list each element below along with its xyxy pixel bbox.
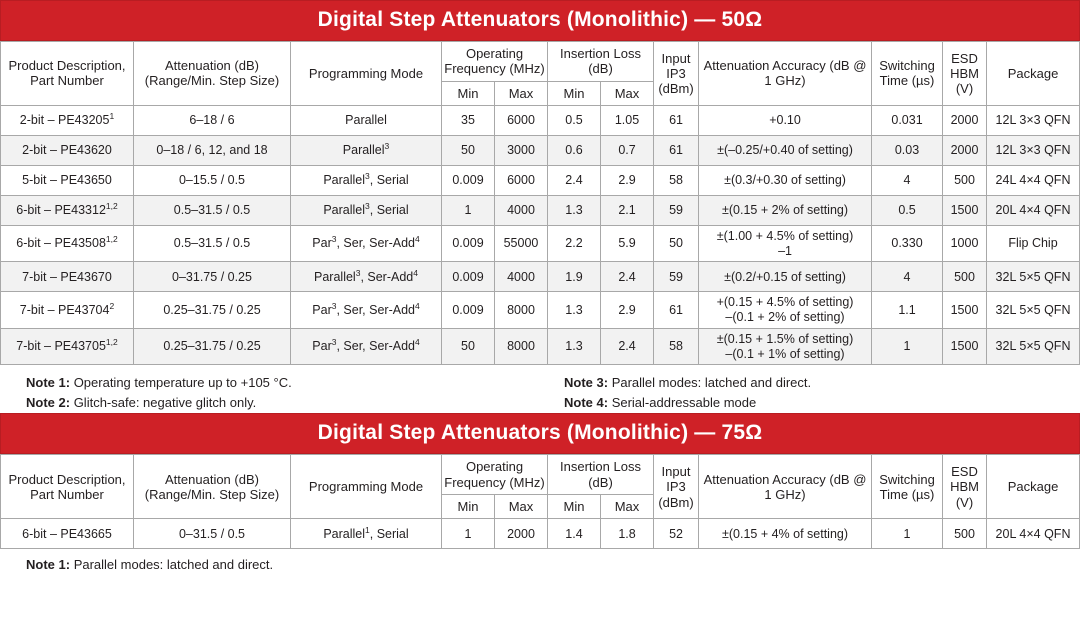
cell-esd: 500 bbox=[943, 165, 987, 195]
cell-freq-max: 8000 bbox=[495, 292, 548, 329]
cell-il-min: 0.5 bbox=[548, 105, 601, 135]
cell-switching: 0.330 bbox=[872, 225, 943, 262]
cell-il-max: 1.05 bbox=[601, 105, 654, 135]
cell-switching: 1 bbox=[872, 328, 943, 365]
cell-programming: Parallel$^3$, Serial bbox=[291, 165, 442, 195]
cell-esd: 500 bbox=[943, 519, 987, 549]
cell-il-min: 1.4 bbox=[548, 519, 601, 549]
header-product: Product Description, Part Number bbox=[1, 42, 134, 106]
header-il-max: Max bbox=[601, 81, 654, 105]
cell-freq-min: 1 bbox=[442, 519, 495, 549]
note-1 bbox=[26, 375, 292, 390]
cell-accuracy: ±(1.00 + 4.5% of setting) –1 bbox=[699, 225, 872, 262]
cell-package: 32L 5×5 QFN bbox=[987, 328, 1080, 365]
footnote-marker: 3 bbox=[365, 170, 370, 181]
cell-attenuation: 0–31.5 / 0.5 bbox=[134, 519, 291, 549]
table-row bbox=[1, 225, 1080, 262]
cell-accuracy: ±(0.15 + 1.5% of setting) –(0.1 + 1% of setting) bbox=[699, 328, 872, 365]
table-row bbox=[1, 519, 1080, 549]
note-4-text: Serial-addressable mode bbox=[611, 395, 757, 411]
table-50ohm-title: Digital Step Attenuators (Monolithic) — 50Ω bbox=[0, 0, 1080, 41]
cell-il-min: 1.3 bbox=[548, 292, 601, 329]
table-50ohm bbox=[0, 41, 1080, 365]
footnote-marker: 4 bbox=[414, 337, 420, 348]
table-row bbox=[1, 165, 1080, 195]
cell-accuracy: ±(–0.25/+0.40 of setting) bbox=[699, 135, 872, 165]
footnote-marker: 3 bbox=[384, 140, 390, 151]
header-package: Package bbox=[987, 455, 1080, 519]
cell-product: 6-bit – PE43312$^{1,2}$ bbox=[1, 195, 134, 225]
cell-product: 2-bit – PE43205$^1$ bbox=[1, 105, 134, 135]
header-esd-hbm: ESD HBM (V) bbox=[943, 42, 987, 106]
cell-attenuation: 0–15.5 / 0.5 bbox=[134, 165, 291, 195]
cell-programming: Parallel$^3$ bbox=[291, 135, 442, 165]
cell-esd: 2000 bbox=[943, 105, 987, 135]
header-attenuation-accuracy: Attenuation Accuracy (dB @ 1 GHz) bbox=[699, 42, 872, 106]
cell-package: 32L 5×5 QFN bbox=[987, 262, 1080, 292]
table-75ohm bbox=[0, 454, 1080, 549]
cell-switching: 0.03 bbox=[872, 135, 943, 165]
footnote-marker: 3 bbox=[331, 337, 337, 348]
cell-freq-max: 3000 bbox=[495, 135, 548, 165]
cell-product: 5-bit – PE43650 bbox=[1, 165, 134, 195]
note-2-label: Note 2: bbox=[26, 395, 71, 411]
cell-freq-min: 0.009 bbox=[442, 292, 495, 329]
header-product: Product Description, Part Number bbox=[1, 455, 134, 519]
cell-product: 7-bit – PE43705$^{1,2}$ bbox=[1, 328, 134, 365]
cell-ip3: 61 bbox=[654, 135, 699, 165]
header-switching-time: Switching Time (µs) bbox=[872, 42, 943, 106]
note-2-text: Glitch-safe: negative glitch only. bbox=[73, 395, 257, 411]
header-attenuation: Attenuation (dB) (Range/Min. Step Size) bbox=[134, 455, 291, 519]
cell-switching: 0.5 bbox=[872, 195, 943, 225]
cell-il-max: 1.8 bbox=[601, 519, 654, 549]
note-4-label: Note 4: bbox=[564, 395, 609, 411]
note-1-text: Operating temperature up to +105 °C. bbox=[73, 375, 292, 391]
cell-switching: 0.031 bbox=[872, 105, 943, 135]
cell-ip3: 59 bbox=[654, 262, 699, 292]
cell-switching: 1.1 bbox=[872, 292, 943, 329]
cell-programming: Parallel bbox=[291, 105, 442, 135]
cell-accuracy: +0.10 bbox=[699, 105, 872, 135]
cell-freq-max: 55000 bbox=[495, 225, 548, 262]
cell-freq-min: 35 bbox=[442, 105, 495, 135]
header-insertion-loss: Insertion Loss (dB) bbox=[548, 42, 654, 82]
table-50ohm-header bbox=[1, 42, 1080, 106]
cell-il-max: 0.7 bbox=[601, 135, 654, 165]
header-programming-mode: Programming Mode bbox=[291, 42, 442, 106]
cell-accuracy: ±(0.2/+0.15 of setting) bbox=[699, 262, 872, 292]
cell-package: 24L 4×4 QFN bbox=[987, 165, 1080, 195]
cell-programming: Par$^3$, Ser, Ser-Add$^4$ bbox=[291, 225, 442, 262]
table-row bbox=[1, 328, 1080, 365]
header-attenuation-accuracy: Attenuation Accuracy (dB @ 1 GHz) bbox=[699, 455, 872, 519]
footnote-marker: 4 bbox=[414, 234, 420, 245]
cell-freq-min: 1 bbox=[442, 195, 495, 225]
cell-switching: 4 bbox=[872, 165, 943, 195]
footnote-marker: 3 bbox=[331, 234, 337, 245]
cell-package: 20L 4×4 QFN bbox=[987, 519, 1080, 549]
cell-esd: 1000 bbox=[943, 225, 987, 262]
table-50ohm-body bbox=[1, 105, 1080, 365]
cell-ip3: 58 bbox=[654, 328, 699, 365]
table-row bbox=[1, 292, 1080, 329]
cell-il-min: 2.4 bbox=[548, 165, 601, 195]
cell-freq-min: 0.009 bbox=[442, 225, 495, 262]
header-freq-max: Max bbox=[495, 495, 548, 519]
cell-freq-max: 4000 bbox=[495, 262, 548, 292]
cell-esd: 1500 bbox=[943, 328, 987, 365]
cell-il-max: 2.4 bbox=[601, 328, 654, 365]
cell-accuracy: ±(0.15 + 4% of setting) bbox=[699, 519, 872, 549]
cell-esd: 1500 bbox=[943, 195, 987, 225]
cell-freq-min: 50 bbox=[442, 135, 495, 165]
cell-ip3: 61 bbox=[654, 292, 699, 329]
header-il-max: Max bbox=[601, 495, 654, 519]
cell-package: 12L 3×3 QFN bbox=[987, 105, 1080, 135]
cell-product: 2-bit – PE43620 bbox=[1, 135, 134, 165]
cell-il-max: 5.9 bbox=[601, 225, 654, 262]
cell-il-min: 1.3 bbox=[548, 328, 601, 365]
note-3-text: Parallel modes: latched and direct. bbox=[611, 375, 812, 391]
cell-product: 7-bit – PE43670 bbox=[1, 262, 134, 292]
cell-freq-max: 6000 bbox=[495, 105, 548, 135]
cell-attenuation: 0.25–31.75 / 0.25 bbox=[134, 292, 291, 329]
header-package: Package bbox=[987, 42, 1080, 106]
cell-accuracy: ±(0.3/+0.30 of setting) bbox=[699, 165, 872, 195]
table-row bbox=[1, 105, 1080, 135]
cell-freq-min: 0.009 bbox=[442, 262, 495, 292]
cell-freq-min: 0.009 bbox=[442, 165, 495, 195]
footnote-marker: 1,2 bbox=[105, 200, 118, 211]
cell-ip3: 50 bbox=[654, 225, 699, 262]
cell-il-min: 1.9 bbox=[548, 262, 601, 292]
cell-ip3: 52 bbox=[654, 519, 699, 549]
header-il-min: Min bbox=[548, 81, 601, 105]
cell-accuracy: ±(0.15 + 2% of setting) bbox=[699, 195, 872, 225]
cell-attenuation: 6–18 / 6 bbox=[134, 105, 291, 135]
cell-programming: Parallel$^3$, Serial bbox=[291, 195, 442, 225]
header-insertion-loss: Insertion Loss (dB) bbox=[548, 455, 654, 495]
cell-ip3: 59 bbox=[654, 195, 699, 225]
cell-attenuation: 0–18 / 6, 12, and 18 bbox=[134, 135, 291, 165]
table-75ohm-header bbox=[1, 455, 1080, 519]
cell-programming: Parallel$^3$, Ser-Add$^4$ bbox=[291, 262, 442, 292]
cell-package: Flip Chip bbox=[987, 225, 1080, 262]
cell-switching: 4 bbox=[872, 262, 943, 292]
note-1-label: Note 1: bbox=[26, 557, 71, 573]
cell-programming: Par$^3$, Ser, Ser-Add$^4$ bbox=[291, 292, 442, 329]
header-il-min: Min bbox=[548, 495, 601, 519]
cell-product: 6-bit – PE43508$^{1,2}$ bbox=[1, 225, 134, 262]
footnote-marker: 3 bbox=[365, 200, 370, 211]
footnote-marker: 1 bbox=[365, 524, 370, 535]
cell-ip3: 61 bbox=[654, 105, 699, 135]
footnote-marker: 1 bbox=[109, 110, 115, 121]
header-freq-min: Min bbox=[442, 495, 495, 519]
table-75ohm-notes bbox=[0, 549, 1080, 572]
cell-il-min: 0.6 bbox=[548, 135, 601, 165]
note-3-label: Note 3: bbox=[564, 375, 609, 391]
table-75ohm-body bbox=[1, 519, 1080, 549]
cell-attenuation: 0.25–31.75 / 0.25 bbox=[134, 328, 291, 365]
cell-attenuation: 0.5–31.5 / 0.5 bbox=[134, 195, 291, 225]
cell-freq-min: 50 bbox=[442, 328, 495, 365]
note-1-label: Note 1: bbox=[26, 375, 71, 391]
cell-freq-max: 4000 bbox=[495, 195, 548, 225]
footnote-marker: 3 bbox=[331, 300, 337, 311]
cell-il-max: 2.4 bbox=[601, 262, 654, 292]
cell-il-max: 2.9 bbox=[601, 165, 654, 195]
header-input-ip3: Input IP3 (dBm) bbox=[654, 455, 699, 519]
cell-ip3: 58 bbox=[654, 165, 699, 195]
cell-esd: 500 bbox=[943, 262, 987, 292]
cell-attenuation: 0.5–31.5 / 0.5 bbox=[134, 225, 291, 262]
header-operating-frequency: Operating Frequency (MHz) bbox=[442, 455, 548, 495]
note-4 bbox=[564, 395, 756, 410]
header-freq-min: Min bbox=[442, 81, 495, 105]
header-switching-time: Switching Time (µs) bbox=[872, 455, 943, 519]
cell-freq-max: 6000 bbox=[495, 165, 548, 195]
table-row bbox=[1, 135, 1080, 165]
header-esd-hbm: ESD HBM (V) bbox=[943, 455, 987, 519]
cell-freq-max: 8000 bbox=[495, 328, 548, 365]
footnote-marker: 1,2 bbox=[105, 234, 118, 245]
note-3 bbox=[564, 375, 811, 390]
note-1-text: Parallel modes: latched and direct. bbox=[73, 557, 274, 573]
cell-package: 12L 3×3 QFN bbox=[987, 135, 1080, 165]
cell-il-max: 2.9 bbox=[601, 292, 654, 329]
table-row bbox=[1, 262, 1080, 292]
cell-il-max: 2.1 bbox=[601, 195, 654, 225]
table-50ohm-notes bbox=[0, 365, 1080, 413]
cell-product: 7-bit – PE43704$^2$ bbox=[1, 292, 134, 329]
cell-esd: 1500 bbox=[943, 292, 987, 329]
cell-freq-max: 2000 bbox=[495, 519, 548, 549]
footnote-marker: 4 bbox=[414, 300, 420, 311]
cell-il-min: 2.2 bbox=[548, 225, 601, 262]
header-operating-frequency: Operating Frequency (MHz) bbox=[442, 42, 548, 82]
cell-attenuation: 0–31.75 / 0.25 bbox=[134, 262, 291, 292]
footnote-marker: 1,2 bbox=[105, 337, 118, 348]
footnote-marker: 3 bbox=[355, 267, 361, 278]
cell-esd: 2000 bbox=[943, 135, 987, 165]
table-row bbox=[1, 195, 1080, 225]
cell-switching: 1 bbox=[872, 519, 943, 549]
header-programming-mode: Programming Mode bbox=[291, 455, 442, 519]
footnote-marker: 4 bbox=[413, 267, 418, 278]
cell-il-min: 1.3 bbox=[548, 195, 601, 225]
header-input-ip3: Input IP3 (dBm) bbox=[654, 42, 699, 106]
note-2 bbox=[26, 395, 256, 410]
cell-package: 32L 5×5 QFN bbox=[987, 292, 1080, 329]
cell-package: 20L 4×4 QFN bbox=[987, 195, 1080, 225]
table-75ohm-title: Digital Step Attenuators (Monolithic) — 75Ω bbox=[0, 413, 1080, 454]
cell-programming: Parallel$^1$, Serial bbox=[291, 519, 442, 549]
header-attenuation: Attenuation (dB) (Range/Min. Step Size) bbox=[134, 42, 291, 106]
cell-accuracy: +(0.15 + 4.5% of setting) –(0.1 + 2% of setting) bbox=[699, 292, 872, 329]
cell-product: 6-bit – PE43665 bbox=[1, 519, 134, 549]
cell-programming: Par$^3$, Ser, Ser-Add$^4$ bbox=[291, 328, 442, 365]
footnote-marker: 2 bbox=[109, 300, 115, 311]
header-freq-max: Max bbox=[495, 81, 548, 105]
